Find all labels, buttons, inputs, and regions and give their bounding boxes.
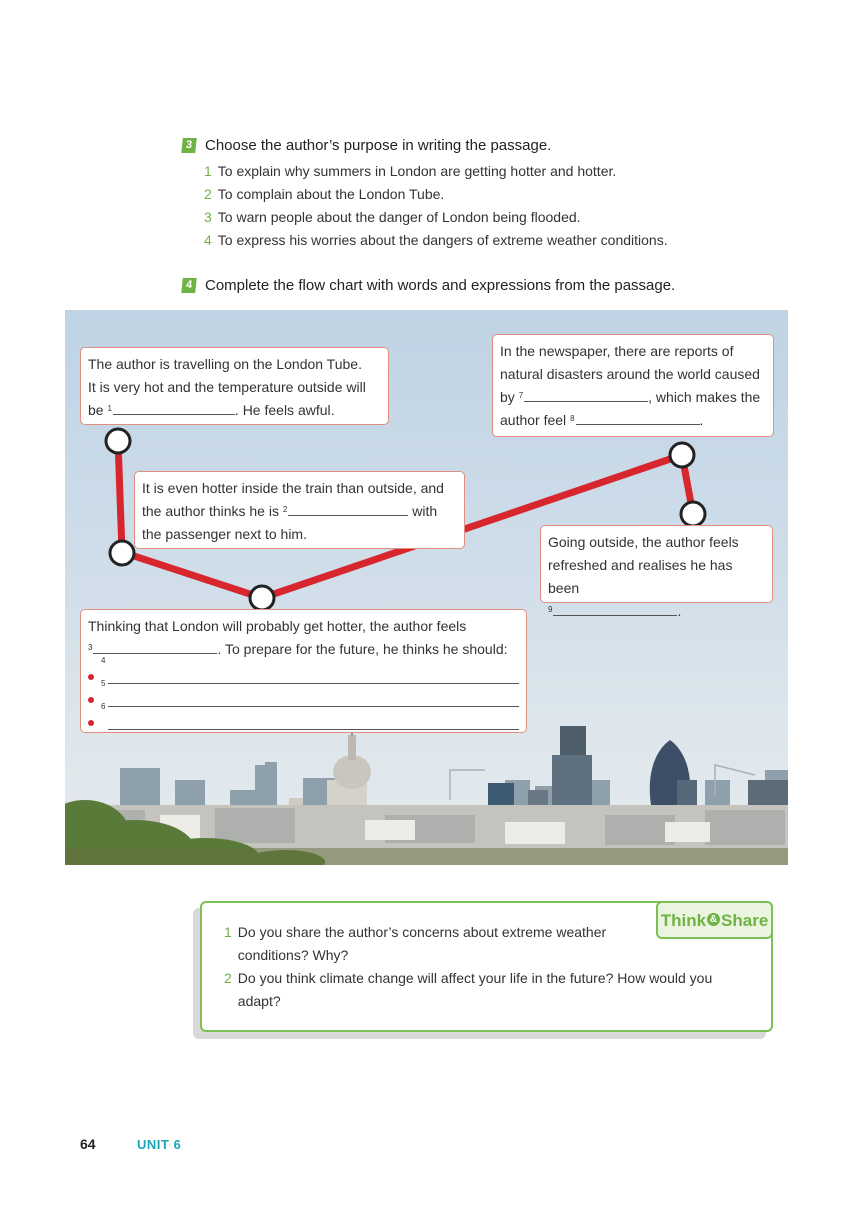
option-item[interactable] — [204, 183, 668, 206]
route-node — [250, 586, 274, 610]
think-share-box — [200, 901, 773, 1032]
bullet-dot — [88, 720, 94, 726]
badge-text: Think — [660, 911, 707, 930]
blank-number: 6 — [101, 702, 106, 711]
flow-text: , which makes the — [648, 389, 761, 405]
option-item[interactable] — [204, 160, 668, 183]
flow-text-with-blank — [500, 409, 766, 432]
flow-text: It is very hot and the temperature outside will — [88, 379, 366, 395]
option-item[interactable] — [204, 206, 668, 229]
flow-text: . — [699, 412, 704, 428]
question-3-heading — [182, 137, 668, 154]
bullet-blank — [88, 656, 519, 684]
option-text: To explain why summers in London are getting hotter and hotter. — [217, 163, 617, 179]
question-4 — [182, 277, 675, 294]
page-number: 64 — [80, 1136, 96, 1152]
item-number: 2 — [224, 970, 232, 986]
flow-text-with-blank — [500, 386, 766, 409]
answer-blank-2[interactable] — [288, 501, 408, 516]
bullet-dot — [88, 674, 94, 680]
flow-text: . To prepare for the future, he thinks he should: — [217, 641, 508, 657]
answer-blank-7[interactable] — [524, 387, 648, 402]
flow-box-2 — [134, 471, 465, 549]
bullet-blank — [88, 679, 519, 707]
flow-text-with-blank — [88, 399, 381, 422]
flow-text-with-blank — [142, 500, 457, 523]
answer-blank-9[interactable] — [553, 601, 677, 616]
flow-box-3 — [80, 609, 527, 733]
flow-box-1 — [80, 347, 389, 425]
question-text: Choose the author’s purpose in writing the passage. — [205, 137, 552, 154]
flow-text: natural disasters around the world caused — [500, 366, 760, 382]
blank-number: 1 — [107, 404, 112, 413]
flow-text: Thinking that London will probably get hotter, the author feels — [88, 618, 467, 634]
discussion-item — [224, 967, 724, 1013]
badge-amp-icon: & — [707, 913, 720, 926]
discussion-item — [224, 921, 624, 967]
question-number-badge: 3 — [181, 138, 197, 153]
blank-number: 4 — [101, 656, 106, 665]
route-node — [670, 443, 694, 467]
question-number-badge: 4 — [181, 278, 197, 293]
route-node — [106, 429, 130, 453]
unit-label: UNIT 6 — [137, 1137, 182, 1152]
london-skyline-photo — [65, 310, 788, 865]
question-3 — [182, 137, 668, 252]
flow-text: refreshed and realises he has been — [548, 557, 733, 596]
answer-blank-8[interactable] — [576, 410, 700, 425]
question-text: Complete the flow chart with words and expressions from the passage. — [205, 277, 676, 294]
option-number: 3 — [204, 209, 212, 225]
flow-text: In the newspaper, there are reports of — [500, 343, 734, 359]
blank-number: 7 — [518, 391, 524, 400]
answer-blank-3[interactable] — [93, 639, 217, 654]
option-number: 4 — [204, 232, 212, 248]
flow-text: be — [88, 402, 104, 418]
blank-number: 9 — [548, 605, 553, 614]
flow-box-5 — [540, 525, 773, 619]
item-number: 1 — [224, 924, 232, 940]
badge-text: Share — [721, 911, 769, 930]
answer-blank-6[interactable] — [108, 713, 519, 730]
option-text: To warn people about the danger of London being flooded. — [217, 209, 581, 225]
option-number: 1 — [204, 163, 212, 179]
option-number: 2 — [204, 186, 212, 202]
answer-blank-5[interactable] — [108, 690, 519, 707]
option-text: To complain about the London Tube. — [217, 186, 445, 202]
option-text: To express his worries about the dangers of extreme weather conditions. — [217, 232, 668, 248]
flow-text: The author is travelling on the London Tube. — [88, 356, 362, 372]
route-node — [110, 541, 134, 565]
flow-text-with-blank — [88, 638, 519, 661]
flow-text: by — [500, 389, 515, 405]
question-4-heading — [182, 277, 675, 294]
item-text: Do you share the author’s concerns about extreme weather conditions? Why? — [237, 924, 607, 963]
flow-text: the author thinks he is — [142, 503, 279, 519]
flow-text: author feel — [500, 412, 567, 428]
bullet-blank — [88, 702, 519, 730]
option-list — [204, 160, 668, 252]
flow-text: . — [677, 603, 682, 619]
flow-text: . He feels awful. — [234, 402, 335, 418]
think-share-badge — [656, 901, 773, 939]
blank-number: 5 — [101, 679, 106, 688]
flow-text: Going outside, the author feels — [548, 534, 739, 550]
flow-text: It is even hotter inside the train than outside, and — [142, 480, 444, 496]
bullet-dot — [88, 697, 94, 703]
flow-text: with — [412, 503, 438, 519]
flow-box-4 — [492, 334, 774, 437]
option-item[interactable] — [204, 229, 668, 252]
blank-number: 2 — [282, 505, 288, 514]
answer-blank-4[interactable] — [108, 667, 519, 684]
route-node — [681, 502, 705, 526]
answer-blank-1[interactable] — [113, 400, 235, 415]
flow-text: the passenger next to him. — [142, 526, 307, 542]
blank-number: 3 — [88, 643, 93, 652]
item-text: Do you think climate change will affect your life in the future? How would you adapt? — [237, 970, 713, 1009]
blank-number: 8 — [570, 414, 575, 423]
flow-text-with-blank — [548, 600, 765, 623]
